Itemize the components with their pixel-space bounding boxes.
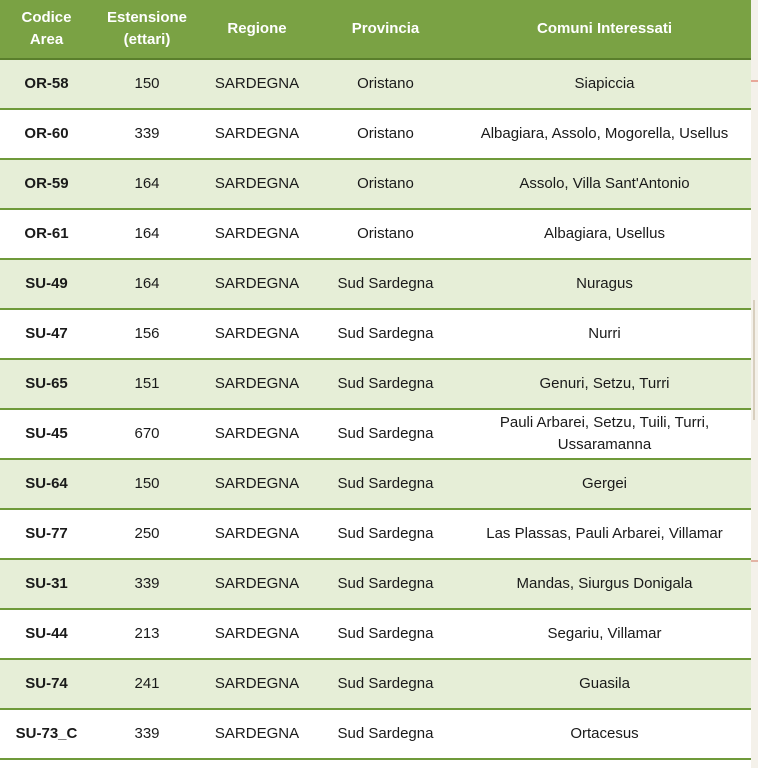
cell-comuni: Pauli Arbarei, Setzu, Tuili, Turri, Ussaramanna [458,409,751,459]
cell-provincia: Sud Sardegna [313,459,458,509]
table-row [0,59,751,109]
cell-provincia: Sud Sardegna [313,659,458,709]
table-row [0,309,751,359]
cell-codice-area: SU-65 [0,359,93,409]
table-row [0,109,751,159]
cell-comuni: Gergei [458,459,751,509]
cell-codice-area: SU-44 [0,609,93,659]
cell-codice-area: SU-77 [0,509,93,559]
cell-regione: SARDEGNA [201,459,313,509]
table-body [0,59,751,759]
cell-comuni: Las Plassas, Pauli Arbarei, Villamar [458,509,751,559]
cell-codice-area: OR-61 [0,209,93,259]
cell-provincia: Sud Sardegna [313,509,458,559]
map-background-edge [751,0,758,768]
cell-provincia: Sud Sardegna [313,409,458,459]
cell-comuni: Mandas, Siurgus Donigala [458,559,751,609]
cell-regione: SARDEGNA [201,109,313,159]
cell-codice-area: SU-47 [0,309,93,359]
table-header-row [0,0,751,59]
cell-comuni: Albagiara, Usellus [458,209,751,259]
table-row [0,459,751,509]
cell-comuni: Genuri, Setzu, Turri [458,359,751,409]
header-codice-area: Codice Area [0,0,93,59]
cell-comuni: Siapiccia [458,59,751,109]
cell-estensione: 151 [93,359,201,409]
cell-provincia: Sud Sardegna [313,309,458,359]
cell-comuni: Nurri [458,309,751,359]
cell-provincia: Sud Sardegna [313,709,458,759]
cell-codice-area: SU-31 [0,559,93,609]
cell-estensione: 164 [93,259,201,309]
cell-codice-area: SU-45 [0,409,93,459]
cell-provincia: Sud Sardegna [313,259,458,309]
map-road-line [751,80,758,82]
map-road-line [751,560,758,562]
cell-comuni: Segariu, Villamar [458,609,751,659]
cell-comuni: Nuragus [458,259,751,309]
cell-estensione: 670 [93,409,201,459]
map-boundary-line [753,300,755,420]
cell-estensione: 241 [93,659,201,709]
cell-codice-area: SU-64 [0,459,93,509]
cell-estensione: 164 [93,159,201,209]
cell-provincia: Sud Sardegna [313,359,458,409]
header-regione: Regione [201,0,313,59]
cell-estensione: 156 [93,309,201,359]
cell-regione: SARDEGNA [201,659,313,709]
cell-regione: SARDEGNA [201,159,313,209]
cell-provincia: Oristano [313,209,458,259]
cell-codice-area: OR-59 [0,159,93,209]
cell-comuni: Ortacesus [458,709,751,759]
cell-codice-area: SU-73_C [0,709,93,759]
cell-regione: SARDEGNA [201,309,313,359]
cell-codice-area: OR-60 [0,109,93,159]
cell-provincia: Oristano [313,59,458,109]
header-comuni: Comuni Interessati [458,0,751,59]
cell-regione: SARDEGNA [201,559,313,609]
table-row [0,159,751,209]
cell-estensione: 213 [93,609,201,659]
table-row [0,509,751,559]
cell-provincia: Oristano [313,159,458,209]
cell-codice-area: OR-58 [0,59,93,109]
cell-regione: SARDEGNA [201,709,313,759]
table-row [0,359,751,409]
cell-regione: SARDEGNA [201,509,313,559]
cell-estensione: 339 [93,109,201,159]
cell-regione: SARDEGNA [201,259,313,309]
table-row [0,209,751,259]
table-row [0,559,751,609]
header-provincia: Provincia [313,0,458,59]
table-row [0,659,751,709]
cell-regione: SARDEGNA [201,359,313,409]
table-row [0,609,751,659]
cell-codice-area: SU-49 [0,259,93,309]
table-row [0,409,751,459]
header-estensione: Estensione (ettari) [93,0,201,59]
cell-comuni: Guasila [458,659,751,709]
cell-provincia: Sud Sardegna [313,609,458,659]
cell-estensione: 339 [93,559,201,609]
cell-estensione: 150 [93,459,201,509]
cell-regione: SARDEGNA [201,209,313,259]
cell-regione: SARDEGNA [201,609,313,659]
cell-provincia: Sud Sardegna [313,559,458,609]
cell-estensione: 150 [93,59,201,109]
cell-regione: SARDEGNA [201,409,313,459]
table-row [0,259,751,309]
table-row [0,709,751,759]
cell-provincia: Oristano [313,109,458,159]
cell-estensione: 164 [93,209,201,259]
cell-codice-area: SU-74 [0,659,93,709]
cell-estensione: 339 [93,709,201,759]
cell-estensione: 250 [93,509,201,559]
cell-regione: SARDEGNA [201,59,313,109]
cell-comuni: Albagiara, Assolo, Mogorella, Usellus [458,109,751,159]
cell-comuni: Assolo, Villa Sant'Antonio [458,159,751,209]
